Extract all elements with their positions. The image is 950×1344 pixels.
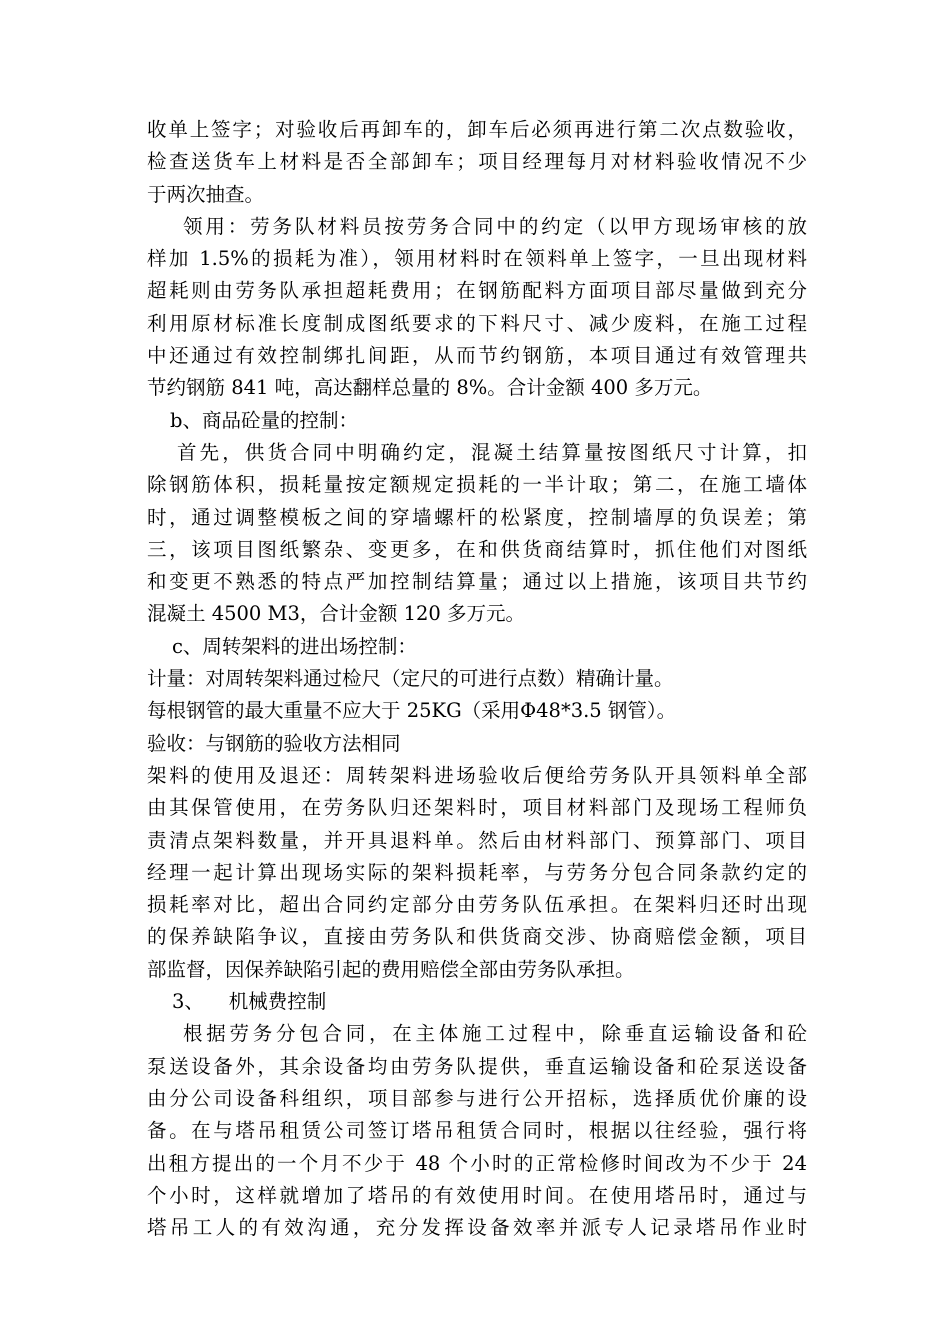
text-line: 责清点架料数量，并开具退料单。然后由材料部门、预算部门、项目 (147, 828, 807, 852)
paragraph-first-line: 首先，供货合同中明确约定，混凝土结算量按图纸尺寸计算，扣 (177, 440, 807, 464)
text-line: 和变更不熟悉的特点严加控制结算量；通过以上措施，该项目共节约 (147, 570, 807, 594)
document-body (147, 114, 807, 1244)
text-line: 除钢筋体积，损耗量按定额规定损耗的一半计取；第二，在施工墙体 (147, 473, 807, 497)
text-line: 损耗率对比，超出合同约定部分由劳务队伍承担。在架料归还时出现 (147, 893, 807, 917)
text-line: 由分公司设备科组织，项目部参与进行公开招标，选择质优价廉的设 (147, 1086, 807, 1110)
text-line: 由其保管使用，在劳务队归还架料时，项目材料部门及现场工程师负 (147, 796, 807, 820)
text-line: 备。在与塔吊租赁公司签订塔吊租赁合同时，根据以往经验，强行将 (147, 1119, 807, 1143)
text-line: 时，通过调整模板之间的穿墙螺杆的松紧度，控制墙厚的负误差；第 (147, 505, 807, 529)
section-heading: 3、 机械费控制 (172, 990, 327, 1014)
paragraph-first-line: 根据劳务分包合同，在主体施工过程中，除垂直运输设备和砼 (183, 1022, 807, 1046)
text-line: 节约钢筋 841 吨，高达翻样总量的 8%。合计金额 400 多万元。 (147, 376, 713, 400)
text-line: 出租方提出的一个月不少于 48 个小时的正常检修时间改为不少于 24 (147, 1151, 807, 1175)
text-line: 架料的使用及退还：周转架料进场验收后便给劳务队开具领料单全部 (147, 763, 807, 787)
text-line: 超耗则由劳务队承担超耗费用；在钢筋配料方面项目部尽量做到充分 (147, 279, 807, 303)
text-line: 每根钢管的最大重量不应大于 25KG（采用Φ48*3.5 钢管）。 (147, 699, 677, 723)
text-line: 经理一起计算出现场实际的架料损耗率，与劳务分包合同条款约定的 (147, 860, 807, 884)
text-line: 部监督，因保养缺陷引起的费用赔偿全部由劳务队承担。 (147, 957, 635, 981)
text-line: 收单上签字；对验收后再卸车的，卸车后必须再进行第二次点数验收， (147, 118, 807, 141)
text-line: 塔吊工人的有效沟通，充分发挥设备效率并派专人记录塔吊作业时 (147, 1216, 807, 1240)
text-line: 的保养缺陷争议，直接由劳务队和供货商交涉、协商赔偿金额，项目 (147, 925, 807, 949)
text-line: 检查送货车上材料是否全部卸车；项目经理每月对材料验收情况不少 (147, 150, 807, 174)
section-heading: b、商品砼量的控制： (170, 408, 358, 432)
text-line: 利用原材标准长度制成图纸要求的下料尺寸、减少废料，在施工过程 (147, 311, 807, 335)
text-line: 验收：与钢筋的验收方法相同 (147, 731, 401, 755)
section-heading: c、周转架料的进出场控制： (172, 634, 417, 658)
paragraph-first-line: 领用：劳务队材料员按劳务合同中的约定（以甲方现场审核的放 (183, 214, 807, 238)
text-line: 泵送设备外，其余设备均由劳务队提供，垂直运输设备和砼泵送设备 (147, 1054, 807, 1078)
text-line: 三，该项目图纸繁杂、变更多，在和供货商结算时，抓住他们对图纸 (147, 537, 807, 561)
text-line: 计量：对周转架料通过检尺（定尺的可进行点数）精确计量。 (147, 667, 674, 691)
text-line: 混凝土 4500 M3，合计金额 120 多万元。 (147, 602, 526, 626)
text-line: 样加 1.5%的损耗为准），领用材料时在领料单上签字，一旦出现材料 (147, 247, 807, 271)
text-line: 个小时，这样就增加了塔吊的有效使用时间。在使用塔吊时，通过与 (147, 1183, 807, 1207)
text-line: 中还通过有效控制绑扎间距，从而节约钢筋，本项目通过有效管理共 (147, 344, 807, 368)
text-line: 于两次抽查。 (147, 182, 265, 206)
